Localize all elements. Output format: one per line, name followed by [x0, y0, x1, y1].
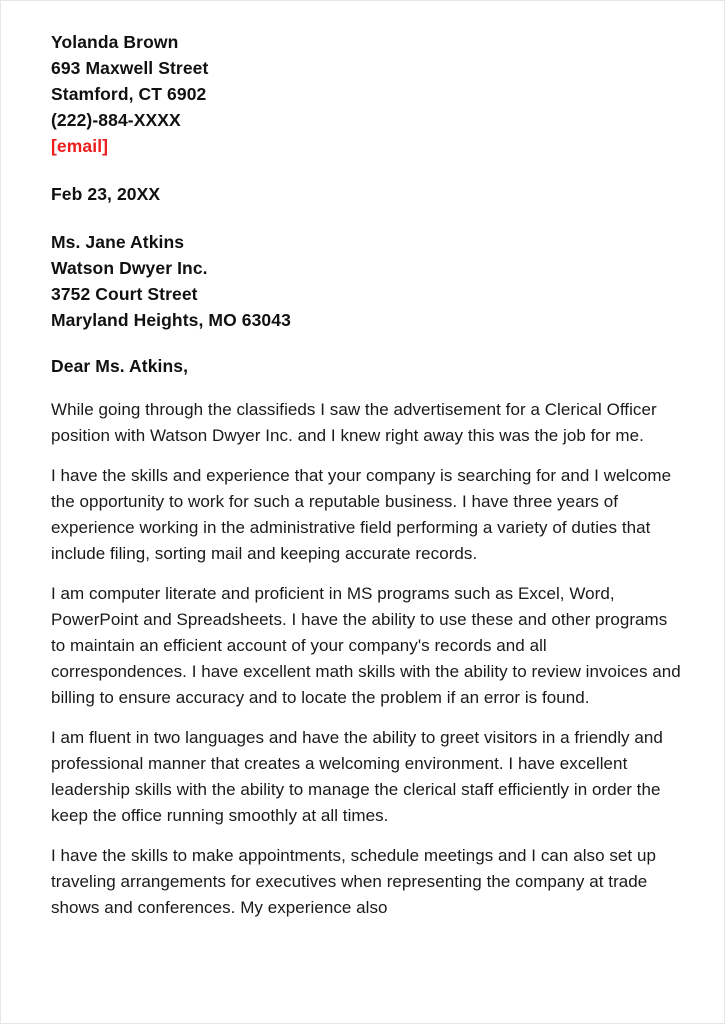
- spacer-before-salutation: [51, 333, 684, 353]
- salutation: Dear Ms. Atkins,: [51, 356, 189, 376]
- recipient-city-state-zip: Maryland Heights, MO 63043: [51, 310, 291, 330]
- recipient-company: Watson Dwyer Inc.: [51, 258, 208, 278]
- sender-address-block: [51, 29, 684, 159]
- sender-name: Yolanda Brown: [51, 32, 179, 52]
- cover-letter-body: [1, 1, 724, 921]
- recipient-name: Ms. Jane Atkins: [51, 232, 185, 252]
- spacer-before-recipient: [51, 207, 684, 229]
- body-paragraph: While going through the classifieds I saw the advertisement for a Clerical Officer position with Watson Dwyer Inc. and I knew right away this was the job for me.: [51, 400, 657, 445]
- body-paragraph: I am computer literate and proficient in MS programs such as Excel, Word, PowerPoint and Spreadsheets. I have the ability to use these and other programs to maintain an efficient account of your company's records and all correspondences. I have excellent math skills with the ability to review invoices and billing to ensure accuracy and to locate the problem if an error is found.: [51, 584, 681, 707]
- body-paragraph: I have the skills and experience that your company is searching for and I welcome the opportunity to work for such a reputable business. I have three years of experience working in the administrative field performing a variety of duties that include filing, sorting mail and keeping accurate records.: [51, 466, 672, 563]
- body-paragraph: I have the skills to make appointments, schedule meetings and I can also set up traveling arrangements for executives when representing the company at trade shows and conferences. My experience also: [51, 846, 656, 917]
- letter-date: Feb 23, 20XX: [51, 184, 161, 204]
- sender-city-state-zip: Stamford, CT 6902: [51, 84, 207, 104]
- spacer-before-body: [51, 379, 684, 397]
- sender-email-placeholder: [email]: [51, 136, 109, 156]
- spacer-before-date: [51, 159, 684, 181]
- recipient-street: 3752 Court Street: [51, 284, 198, 304]
- sender-street: 693 Maxwell Street: [51, 58, 209, 78]
- sender-phone: (222)-884-XXXX: [51, 110, 181, 130]
- body-paragraph: I am fluent in two languages and have the ability to greet visitors in a friendly and professional manner that creates a welcoming environment. I have excellent leadership skills with the ability to manage the clerical staff efficiently in order the keep the office running smoothly at all times.: [51, 728, 663, 825]
- recipient-address-block: [51, 229, 684, 333]
- letter-body-paragraphs: [51, 397, 684, 921]
